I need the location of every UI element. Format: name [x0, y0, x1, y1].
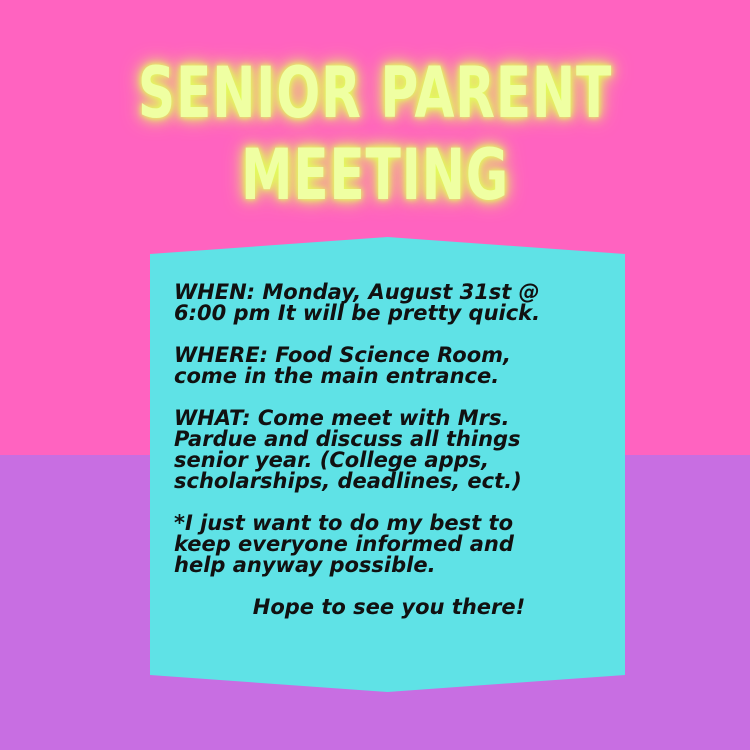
note-text: *I just want to do my best to keep everyone informed and help anyway possible. — [174, 511, 514, 577]
when-text: WHEN: Monday, August 31st @ 6:00 pm It will be pretty quick. — [174, 280, 541, 325]
title-line-1: SENIOR PARENT — [137, 52, 613, 134]
title-line-2: MEETING — [241, 134, 509, 216]
info-card-text — [174, 282, 604, 618]
where-text: WHERE: Food Science Room, come in the main entrance. — [174, 343, 512, 388]
what-text: WHAT: Come meet with Mrs. Pardue and discuss all things senior year. (College apps, scholarships, deadlines, ect.) — [174, 406, 522, 493]
page-title — [98, 52, 653, 216]
closing-text: Hope to see you there! — [252, 595, 526, 619]
